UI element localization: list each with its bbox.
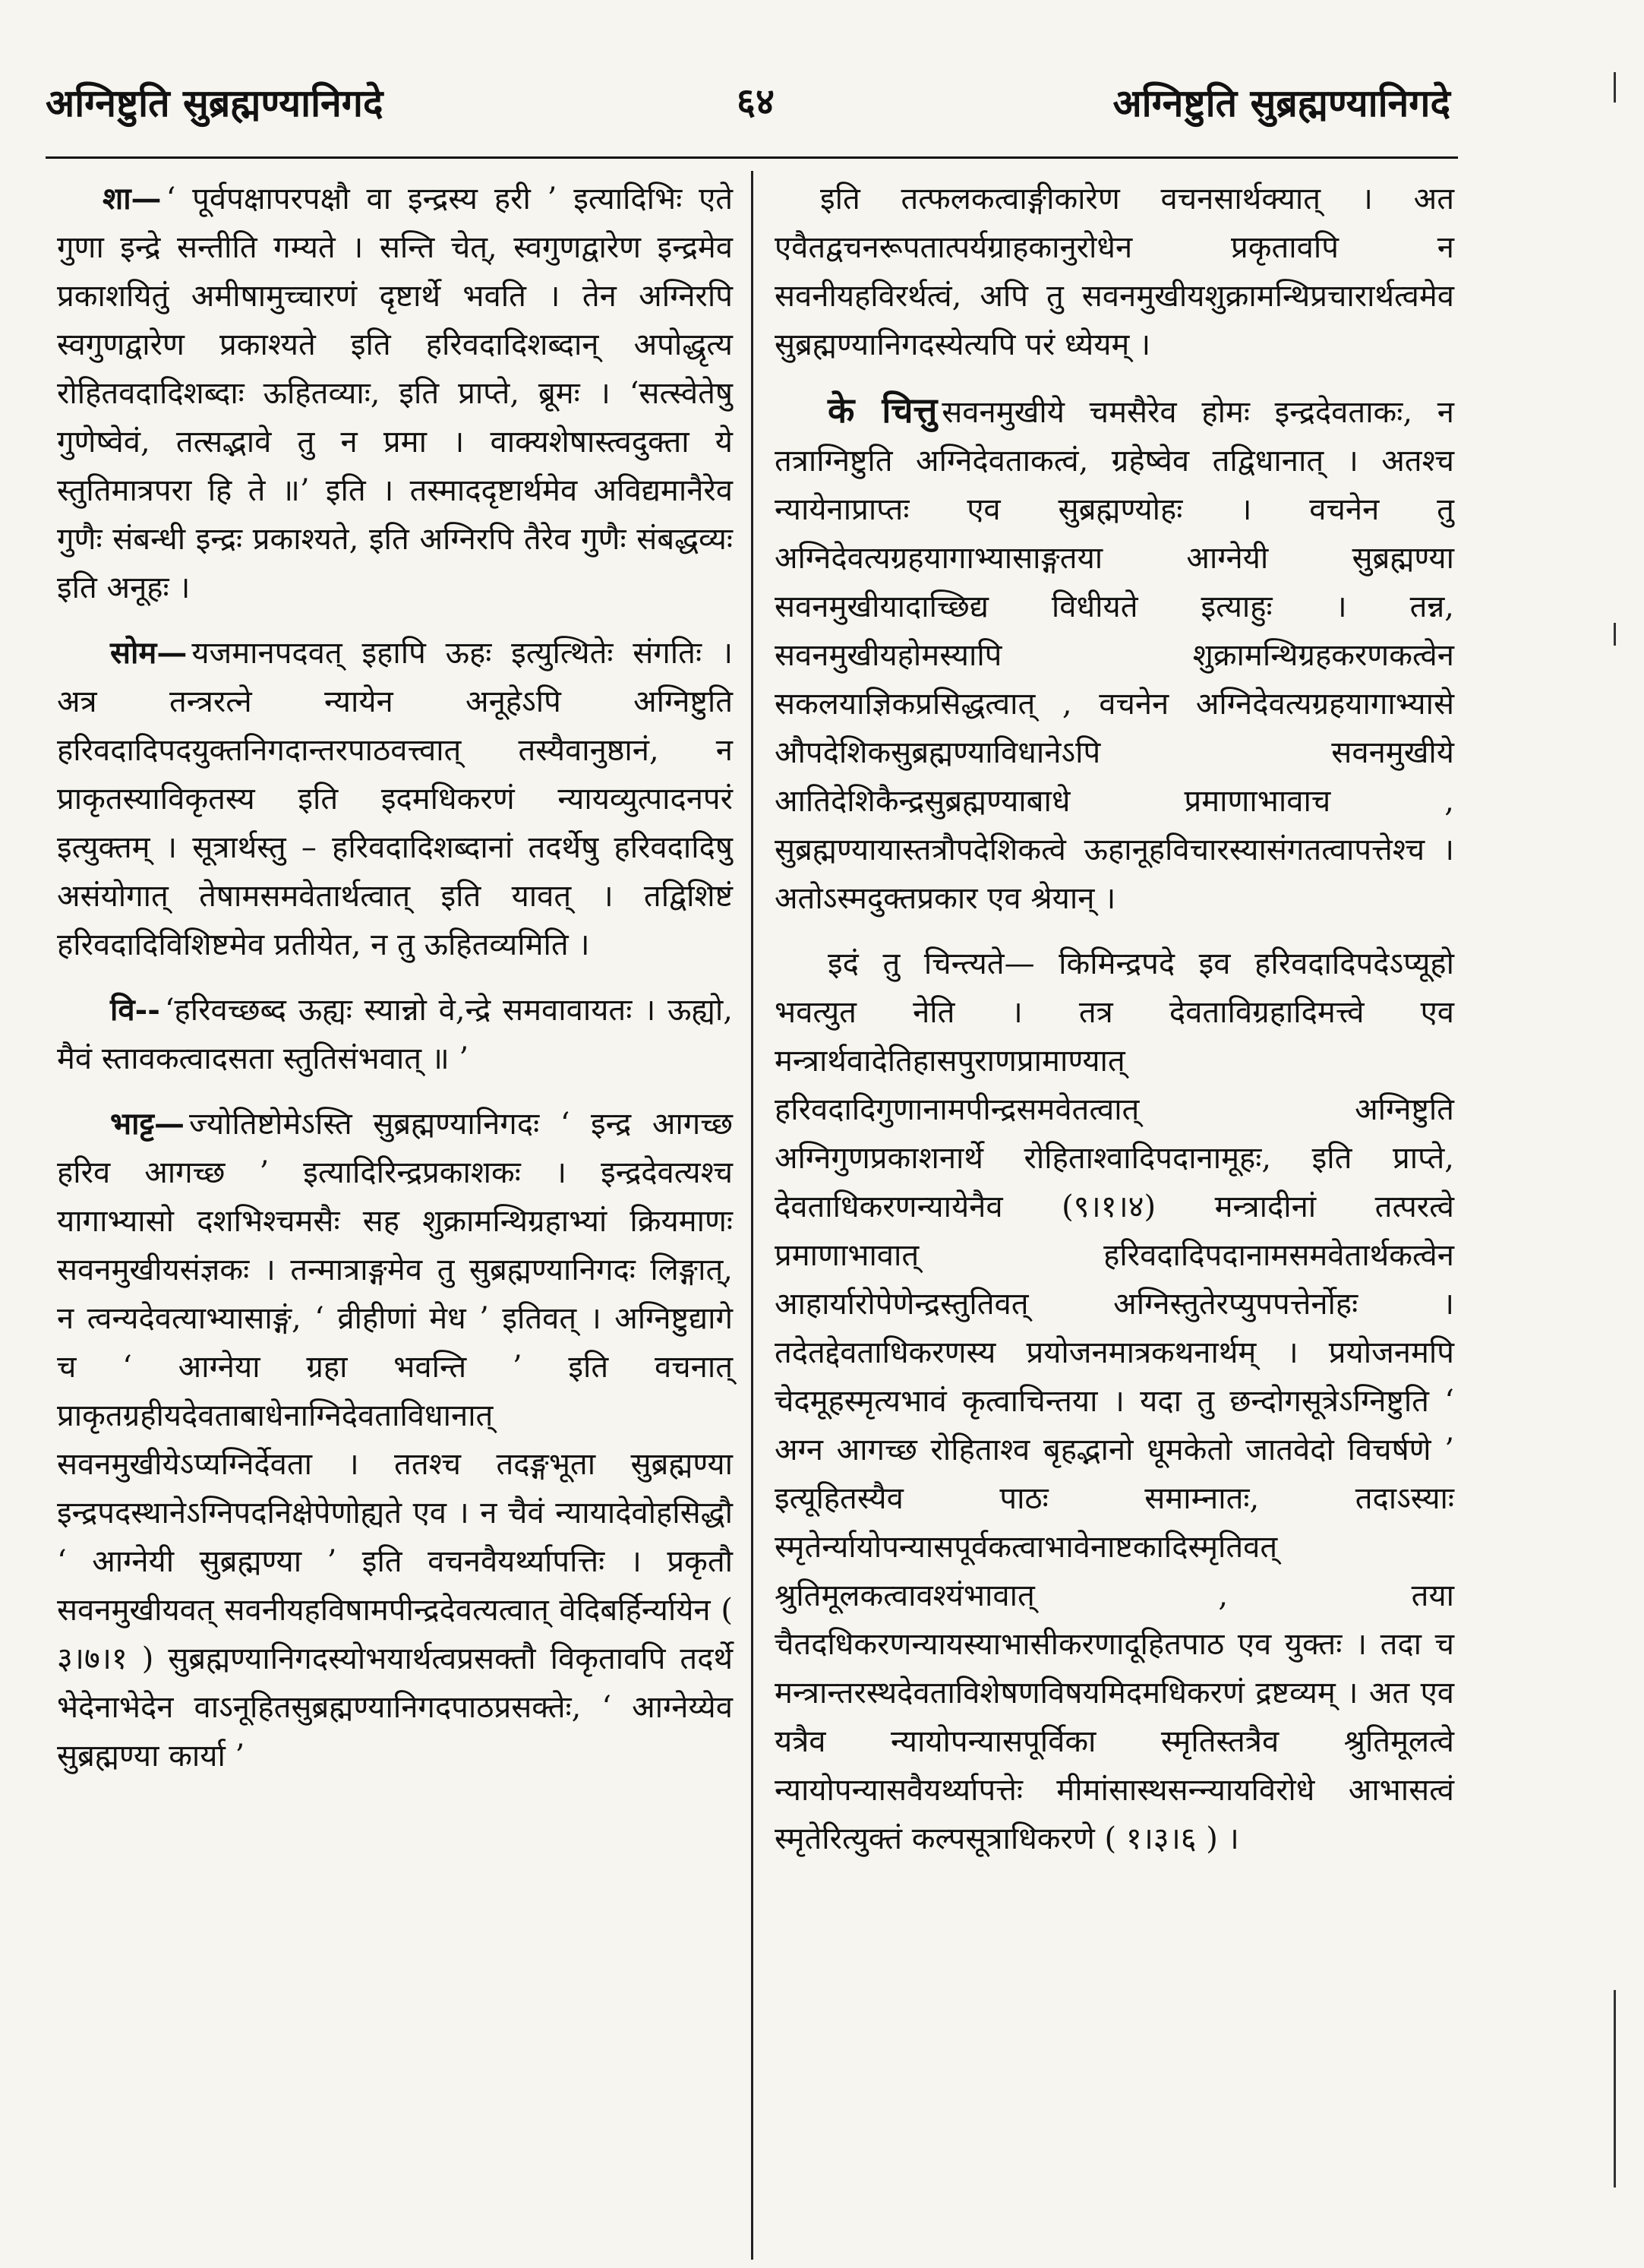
commentary-label: वि--: [110, 992, 160, 1028]
left-column: [57, 175, 733, 1797]
margin-mark: [1614, 623, 1616, 646]
paragraph-text: ‘ पूर्वपक्षापरपक्षौ वा इन्द्रस्य हरी ’ इत्यादिभिः एते गुणा इन्द्रे सन्तीति गम्यते । सन्ति चेत्, स्वगुणद्वारेण इन्द्रमेव प्रकाशयितुं अमीषामुच्चारणं दृष्टार्थे भवति । तेन अग्निरपि स्वगुणद्वारेण प्रकाश्यते इति हरिवदादिशब्दान् अपोद्धृत्य रोहितवदादिशब्दाः ऊहितव्याः, इति प्राप्ते, ब्रूमः । ‘सत्स्वेतेषु गुणेष्वेवं, तत्सद्भावे तु न प्रमा । वाक्यशेषास्त्वदुक्ता ये स्तुतिमात्रपरा हि ते ॥’ इति । तस्माददृष्टार्थमेव अविद्यमानैरेव गुणैः संबन्धी इन्द्रः प्रकाश्यते, इति अग्निरपि तैरेव गुणैः संबद्धव्यः इति अनूहः ।: [57, 182, 733, 605]
right-column: [775, 175, 1454, 1880]
page-number: ६४: [737, 81, 775, 123]
commentary-label: सोम—: [110, 635, 188, 671]
paragraph-idam: [775, 940, 1454, 1863]
paragraph-text: ज्योतिष्टोमेऽस्ति सुब्रह्मण्यानिगदः ‘ इन्द्र आगच्छ हरिव आगच्छ ’ इत्यादिरिन्द्रप्रकाशकः । इन्द्रदेवत्यश्च यागाभ्यासो दशभिश्चमसैः सह शुक्रामन्थिग्रहाभ्यां क्रियमाणः सवनमुखीयसंज्ञकः । तन्मात्राङ्गमेव तु सुब्रह्मण्यानिगदः लिङ्गात्, न त्वन्यदेवत्याभ्यासाङ्गं, ‘ व्रीहीणां मेध ’ इतिवत् । अग्निष्टुद्यागे च ‘ आग्नेया ग्रहा भवन्ति ’ इति वचनात् प्राकृतग्रहीयदेवताबाधेनाग्निदेवताविधानात् सवनमुखीयेऽप्यग्निर्देवता । ततश्च तदङ्गभूता सुब्रह्मण्या इन्द्रपदस्थानेऽग्निपदनिक्षेपेणोह्यते एव । न चैवं न्यायादेवोहसिद्धौ ‘ आग्नेयी सुब्रह्मण्या ’ इति वचनवैयर्थ्यापत्तिः । प्रकृतौ सवनमुखीयवत् सवनीयहविषामपीन्द्रदेवत्यत्वात् वेदिबर्हिर्न्यायेन ( ३।७।१ ) सुब्रह्मण्यानिगदस्योभयार्थत्वप्रसक्तौ विकृतावपि तदर्थे भेदेनाभेदेन वाऽनूहितसुब्रह्मण्यानिगदपाठप्रसक्तेः, ‘ आग्नेय्येव सुब्रह्मण्या कार्या ’: [57, 1107, 733, 1774]
paragraph-kechittu: [775, 386, 1454, 923]
running-title-right: अग्निष्टुति सुब्रह्मण्यानिगदे: [1112, 81, 1450, 125]
paragraph-sha: [57, 175, 733, 612]
paragraph-text: सवनमुखीये चमसैरेव होमः इन्द्रदेवताकः, न तत्राग्निष्टुति अग्निदेवताकत्वं, ग्रहेष्वेव तद्विधानात् । अतश्च न्यायेनाप्राप्तः एव सुब्रह्मण्योहः । वचनेन तु अग्निदेवत्यग्रहयागाभ्यासाङ्गतया आग्नेयी सुब्रह्मण्या सवनमुखीयादाच्छिद्य विधीयते इत्याहुः । तन्न, सवनमुखीयहोमस्यापि शुक्रामन्थिग्रहकरणकत्वेन सकलयाज्ञिकप्रसिद्धत्वात् , वचनेन अग्निदेवत्यग्रहयागाभ्यासे औपदेशिकसुब्रह्मण्याविधानेऽपि सवनमुखीये आतिदेशिकैन्द्रसुब्रह्मण्याबाधे प्रमाणाभावाच , सुब्रह्मण्यायास्तत्रौपदेशिकत्वे ऊहानूहविचारस्यासंगतत्वापत्तेश्च । अतोऽस्मदुक्तप्रकार एव श्रेयान् ।: [775, 395, 1454, 916]
commentary-label: भाट्ट—: [110, 1106, 185, 1142]
header-rule: [46, 156, 1458, 159]
commentary-label: के चित्तु: [828, 390, 938, 431]
paragraph-text: ‘हरिवच्छब्द ऊह्यः स्यान्नो वे,न्द्रे समवावायतः । ऊह्यो, मैवं स्तावकत्वादसता स्तुतिसंभवात् ॥ ’: [57, 993, 733, 1076]
paragraph-continuation: [775, 175, 1454, 369]
paragraph-bhatta: [57, 1100, 733, 1780]
paragraph-text: इदं तु चिन्त्यते— किमिन्द्रपदे इव हरिवदादिपदेऽप्यूहो भवत्युत नेति । तत्र देवताविग्रहादिमत्त्वे एव मन्त्रार्थवादेतिहासपुराणप्रामाण्यात् हरिवदादिगुणानामपीन्द्रसमवेतत्वात् अग्निष्टुति अग्निगुणप्रकाशनार्थे रोहिताश्वादिपदानामूहः, इति प्राप्ते, देवताधिकरणन्यायेनैव (९।१।४) मन्त्रादीनां तत्परत्वे प्रमाणाभावात् हरिवदादिपदानामसमवेतार्थकत्वेन आहार्यारोपेणेन्द्रस्तुतिवत् अग्निस्तुतेरप्युपपत्तेर्नोहः । तदेतद्देवताधिकरणस्य प्रयोजनमात्रकथनार्थम् । प्रयोजनमपि चेदमूहस्मृत्यभावं कृत्वाचिन्तया । यदा तु छन्दोगसूत्रेऽग्निष्टुति ‘ अग्न आगच्छ रोहिताश्व बृहद्भानो धूमकेतो जातवेदो विचर्षणे ’ इत्यूहितस्यैव पाठः समाम्नातः, तदाऽस्याः स्मृतेर्न्यायोपन्यासपूर्वकत्वाभावेनाष्टकादिस्मृतिवत् श्रुतिमूलकत्वावश्यंभावात् , तया चैतदधिकरणन्यायस्याभासीकरणादूहितपाठ एव युक्तः । तदा च मन्त्रान्तरस्थदेवताविशेषणविषयमिदमधिकरणं द्रष्टव्यम् । अत एव यत्रैव न्यायोपन्यासपूर्विका स्मृतिस्तत्रैव श्रुतिमूलत्वे न्यायोपन्यासवैयर्थ्यापत्तेः मीमांसास्थसन्न्यायविरोधे आभासत्वं स्मृतेरित्युक्तं कल्पसूत्राधिकरणे ( १।३।६ ) ।: [775, 946, 1454, 1856]
paragraph-soma: [57, 629, 733, 969]
commentary-label: शा—: [103, 181, 162, 216]
paragraph-vi: [57, 986, 733, 1083]
page-header: [30, 53, 1450, 144]
margin-mark: [1614, 1990, 1616, 2187]
column-divider: [751, 171, 753, 2260]
running-title-left: अग्निष्टुति सुब्रह्मण्यानिगदे: [46, 81, 383, 125]
margin-mark: [1614, 72, 1616, 103]
paragraph-text: इति तत्फलकत्वाङ्गीकारेण वचनसार्थक्यात् । अत एवैतद्वचनरूपतात्पर्यग्राहकानुरोधेन प्रकृतावपि न सवनीयहविरर्थत्वं, अपि तु सवनमुखीयशुक्रामन्थिप्रचारार्थत्वमेव सुब्रह्मण्यानिगदस्येत्यपि परं ध्येयम् ।: [775, 182, 1454, 362]
paragraph-text: यजमानपदवत् इहापि ऊहः इत्युत्थितेः संगतिः । अत्र तन्त्ररत्ने न्यायेन अनूहेऽपि अग्निष्टुति हरिवदादिपदयुक्तनिगदान्तरपाठवत्त्वात् तस्यैवानुष्ठानं, न प्राकृतस्याविकृतस्य इति इदमधिकरणं न्यायव्युत्पादनपरं इत्युक्तम् । सूत्रार्थस्तु – हरिवदादिशब्दानां तदर्थेषु हरिवदादिषु असंयोगात् तेषामसमवेतार्थत्वात् इति यावत् । तद्विशिष्टं हरिवदादिविशिष्टमेव प्रतीयेत, न तु ऊहितव्यमिति ।: [57, 636, 733, 962]
